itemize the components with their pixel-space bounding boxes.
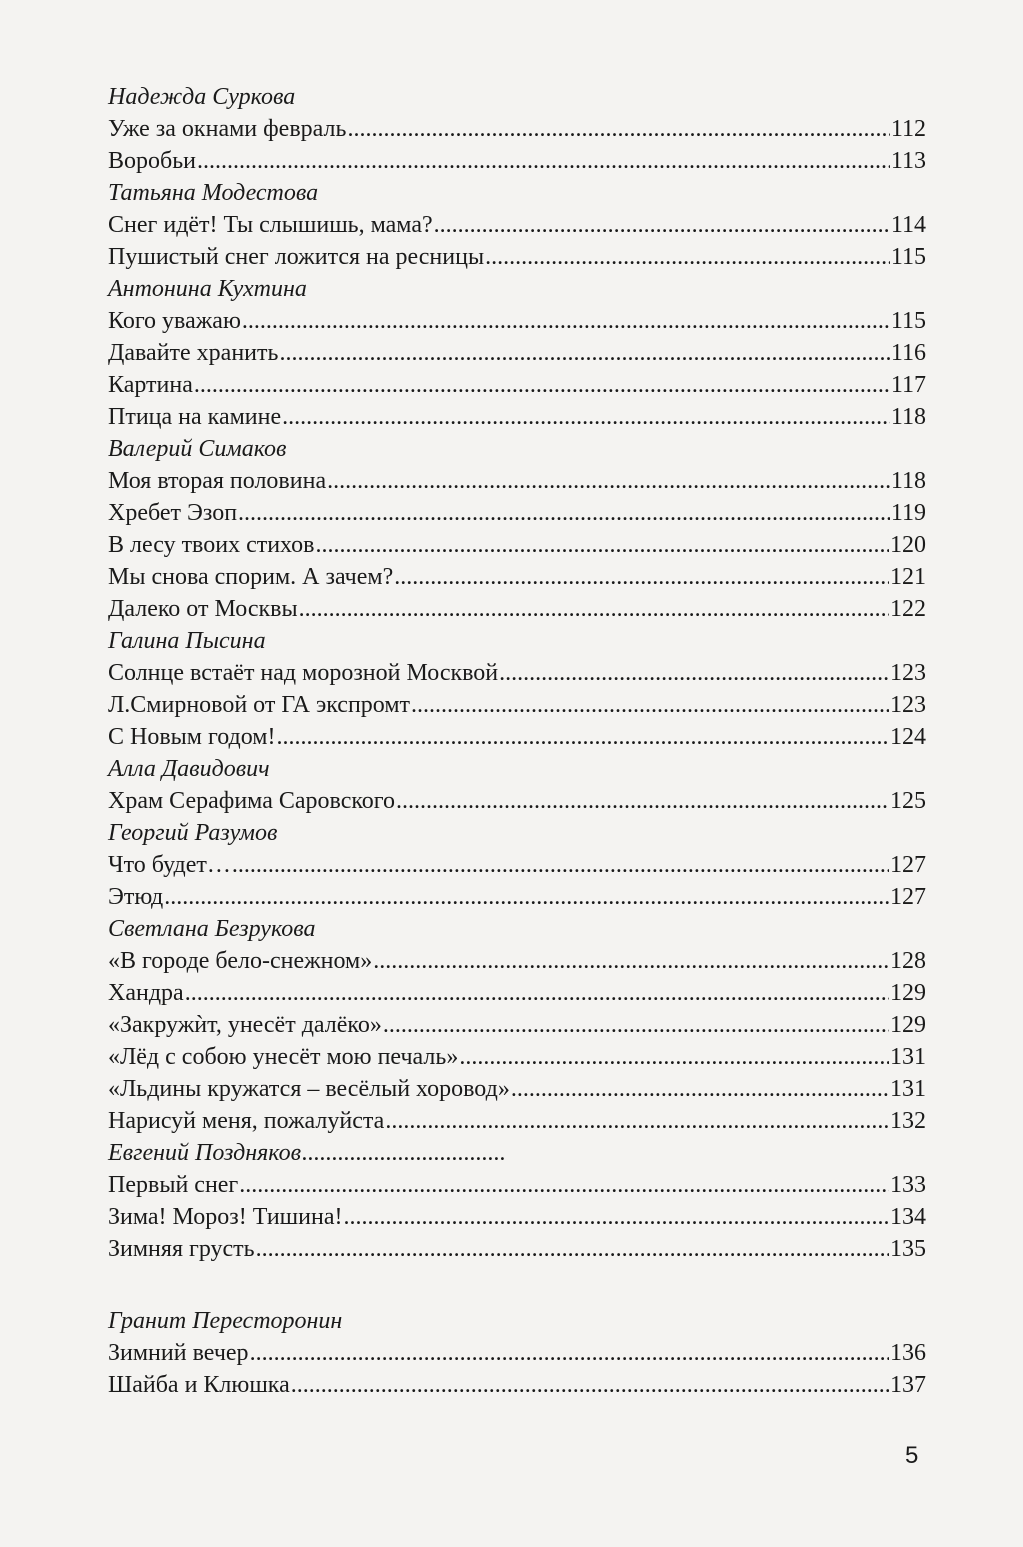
entry-title: Птица на камине	[108, 404, 282, 430]
toc-entry[interactable]	[108, 1201, 926, 1233]
dot-leader	[282, 401, 890, 433]
page-number: 5	[905, 1442, 919, 1469]
toc-author	[108, 177, 926, 209]
entry-page-number: 124	[890, 724, 926, 750]
entry-page-number: 127	[890, 884, 926, 910]
toc-entry[interactable]	[108, 1169, 926, 1201]
entry-page-number: 119	[890, 500, 926, 526]
toc-entry[interactable]	[108, 945, 926, 977]
toc-entry[interactable]	[108, 1009, 926, 1041]
entry-page-number: 131	[890, 1044, 926, 1070]
author-name: Татьяна Модестова	[108, 180, 319, 206]
dot-leader	[299, 593, 889, 625]
entry-title: Воробьи	[108, 148, 197, 174]
author-name: Надежда Суркова	[108, 84, 296, 110]
toc-author	[108, 913, 926, 945]
dot-leader	[302, 1137, 507, 1169]
dot-leader	[256, 1233, 889, 1265]
toc-author	[108, 433, 926, 465]
toc-entry[interactable]	[108, 1337, 926, 1369]
entry-page-number: 135	[890, 1236, 926, 1262]
toc-author	[108, 1137, 926, 1169]
dot-leader	[373, 945, 889, 977]
toc-author	[108, 81, 926, 113]
table-of-contents	[108, 81, 926, 1401]
toc-author	[108, 1305, 926, 1337]
entry-title: Первый снег	[108, 1172, 239, 1198]
author-name: Евгений Поздняков	[108, 1140, 301, 1166]
toc-entry[interactable]	[108, 145, 926, 177]
entry-title: Пушистый снег ложится на ресницы	[108, 244, 485, 270]
dot-leader	[238, 497, 890, 529]
entry-title: Солнце встаёт над морозной Москвой	[108, 660, 499, 686]
entry-page-number: 118	[890, 404, 926, 430]
entry-page-number: 131	[890, 1076, 926, 1102]
entry-page-number: 136	[890, 1340, 926, 1366]
toc-entry[interactable]	[108, 369, 926, 401]
entry-page-number: 134	[890, 1204, 926, 1230]
entry-page-number: 116	[890, 340, 926, 366]
dot-leader	[194, 369, 890, 401]
toc-entry[interactable]	[108, 1369, 926, 1401]
dot-leader	[385, 1105, 889, 1137]
toc-entry[interactable]	[108, 337, 926, 369]
dot-leader	[383, 1009, 889, 1041]
toc-entry[interactable]	[108, 1041, 926, 1073]
dot-leader	[394, 561, 889, 593]
toc-entry[interactable]	[108, 977, 926, 1009]
dot-leader	[276, 721, 889, 753]
entry-title: «Закружѝт, унесёт далёко»	[108, 1012, 382, 1038]
dot-leader	[327, 465, 890, 497]
author-name: Светлана Безрукова	[108, 916, 316, 942]
author-name: Гранит Пересторонин	[108, 1308, 343, 1334]
entry-title: Этюд	[108, 884, 164, 910]
entry-page-number: 137	[890, 1372, 926, 1398]
toc-entry[interactable]	[108, 721, 926, 753]
dot-leader	[164, 881, 889, 913]
author-name: Антонина Кухтина	[108, 276, 307, 302]
dot-leader	[242, 305, 890, 337]
entry-title: Уже за окнами февраль	[108, 116, 347, 142]
entry-page-number: 132	[890, 1108, 926, 1134]
author-name: Алла Давидович	[108, 756, 270, 782]
entry-page-number: 129	[890, 980, 926, 1006]
toc-entry[interactable]	[108, 881, 926, 913]
toc-entry[interactable]	[108, 529, 926, 561]
toc-author	[108, 625, 926, 657]
section-gap	[108, 1265, 926, 1305]
toc-entry[interactable]	[108, 657, 926, 689]
entry-page-number: 125	[890, 788, 926, 814]
toc-entry[interactable]	[108, 593, 926, 625]
toc-entry[interactable]	[108, 209, 926, 241]
entry-title: «Лёд с собою унесёт мою печаль»	[108, 1044, 459, 1070]
entry-page-number: 114	[890, 212, 926, 238]
dot-leader	[411, 689, 889, 721]
entry-title: Зимняя грусть	[108, 1236, 255, 1262]
toc-author	[108, 753, 926, 785]
dot-leader	[250, 1337, 889, 1369]
dot-leader	[185, 977, 889, 1009]
entry-page-number: 117	[890, 372, 926, 398]
dot-leader	[291, 1369, 889, 1401]
entry-page-number: 129	[890, 1012, 926, 1038]
entry-title: В лесу твоих стихов	[108, 532, 315, 558]
entry-page-number: 123	[890, 692, 926, 718]
entry-title: «В городе бело-снежном»	[108, 948, 373, 974]
dot-leader	[197, 145, 890, 177]
entry-title: Нарисуй меня, пожалуйста	[108, 1108, 385, 1134]
dot-leader	[499, 657, 889, 689]
dot-leader	[343, 1201, 889, 1233]
entry-page-number: 127	[890, 852, 926, 878]
entry-page-number: 115	[890, 308, 926, 334]
entry-title: С Новым годом!	[108, 724, 276, 750]
entry-page-number: 115	[890, 244, 926, 270]
entry-title: Картина	[108, 372, 193, 398]
entry-title: Что будет…	[108, 852, 231, 878]
toc-entry[interactable]	[108, 1105, 926, 1137]
entry-title: Шайба и Клюшка	[108, 1372, 290, 1398]
toc-entry[interactable]	[108, 1233, 926, 1265]
entry-page-number: 120	[890, 532, 926, 558]
toc-entry[interactable]	[108, 689, 926, 721]
entry-page-number: 128	[890, 948, 926, 974]
dot-leader	[434, 209, 890, 241]
toc-entry[interactable]	[108, 849, 926, 881]
toc-entry[interactable]	[108, 305, 926, 337]
entry-page-number: 113	[890, 148, 926, 174]
toc-entry[interactable]	[108, 241, 926, 273]
dot-leader	[459, 1041, 889, 1073]
entry-page-number: 122	[890, 596, 926, 622]
entry-page-number: 121	[890, 564, 926, 590]
toc-entry[interactable]	[108, 497, 926, 529]
entry-title: Храм Серафима Саровского	[108, 788, 396, 814]
toc-entry[interactable]	[108, 561, 926, 593]
toc-entry[interactable]	[108, 401, 926, 433]
entry-title: Давайте хранить	[108, 340, 279, 366]
entry-title: Далеко от Москвы	[108, 596, 298, 622]
entry-title: Зима! Мороз! Тишина!	[108, 1204, 343, 1230]
toc-entry[interactable]	[108, 465, 926, 497]
entry-page-number: 118	[890, 468, 926, 494]
entry-page-number: 112	[890, 116, 926, 142]
entry-title: Л.Смирновой от ГА экспромт	[108, 692, 411, 718]
dot-leader	[396, 785, 889, 817]
dot-leader	[347, 113, 889, 145]
author-name: Галина Пысина	[108, 628, 266, 654]
entry-page-number: 133	[890, 1172, 926, 1198]
toc-entry[interactable]	[108, 1073, 926, 1105]
entry-title: Снег идёт! Ты слышишь, мама?	[108, 212, 433, 238]
toc-entry[interactable]	[108, 113, 926, 145]
toc-author	[108, 817, 926, 849]
entry-title: Моя вторая половина	[108, 468, 327, 494]
entry-title: Зимний вечер	[108, 1340, 249, 1366]
toc-author	[108, 273, 926, 305]
dot-leader	[315, 529, 889, 561]
dot-leader	[239, 1169, 889, 1201]
entry-title: Хребет Эзоп	[108, 500, 238, 526]
entry-title: Хандра	[108, 980, 184, 1006]
toc-entry[interactable]	[108, 785, 926, 817]
dot-leader	[485, 241, 890, 273]
entry-title: Кого уважаю	[108, 308, 241, 334]
entry-page-number: 123	[890, 660, 926, 686]
author-name: Георгий Разумов	[108, 820, 278, 846]
dot-leader	[232, 849, 889, 881]
entry-title: «Льдины кружатся – весёлый хоровод»	[108, 1076, 510, 1102]
dot-leader	[511, 1073, 889, 1105]
dot-leader	[279, 337, 889, 369]
entry-title: Мы снова спорим. А зачем?	[108, 564, 394, 590]
author-name: Валерий Симаков	[108, 436, 287, 462]
